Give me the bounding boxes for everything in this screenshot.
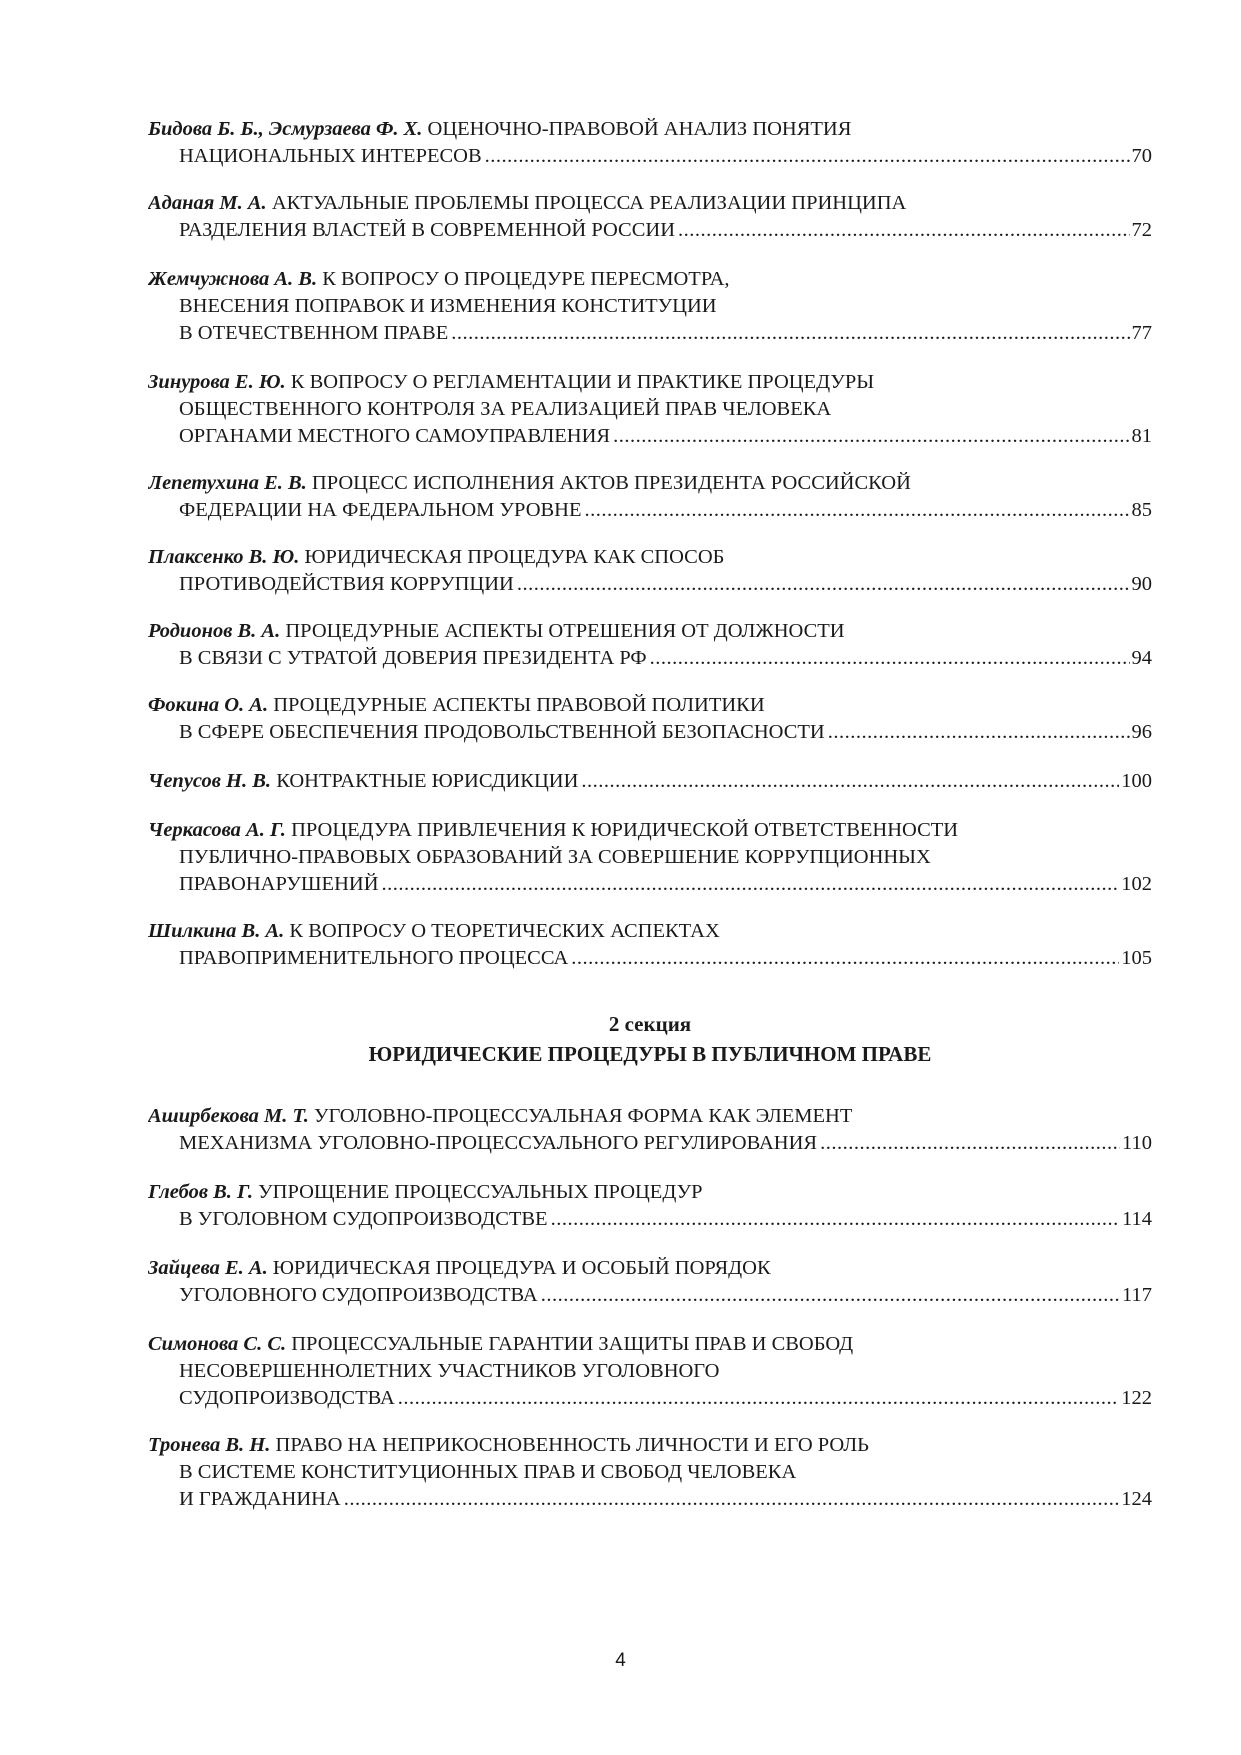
toc-leader-dots — [344, 1486, 1120, 1513]
toc-entry-page: 90 — [1131, 573, 1152, 595]
toc-entry-title: АКТУАЛЬНЫЕ ПРОБЛЕМЫ ПРОЦЕССА РЕАЛИЗАЦИИ ПРИНЦИПА — [271, 192, 907, 214]
toc-leader-dots — [517, 571, 1130, 598]
toc-entry — [148, 470, 1152, 524]
toc-entry-line — [148, 1486, 1152, 1513]
toc-entry-title: В УГОЛОВНОМ СУДОПРОИЗВОДСТВЕ — [179, 1208, 548, 1230]
toc-entry-line — [148, 190, 1152, 217]
toc-entry-text — [148, 472, 911, 494]
section-number: 2 секция — [608, 1012, 692, 1036]
toc-entry-text — [179, 571, 514, 598]
toc-entry — [148, 116, 1152, 170]
toc-entry-title: УГОЛОВНО-ПРОЦЕССУАЛЬНАЯ ФОРМА КАК ЭЛЕМЕНТ — [313, 1105, 853, 1127]
toc-entry-title: К ВОПРОСУ О ТЕОРЕТИЧЕСКИХ АСПЕКТАХ — [289, 920, 720, 942]
toc-entry-title: ПРОЦЕДУРНЫЕ АСПЕКТЫ ПРАВОВОЙ ПОЛИТИКИ — [273, 694, 765, 716]
toc-entry-page: 81 — [1131, 425, 1152, 447]
toc-entry-title: КОНТРАКТНЫЕ ЮРИСДИКЦИИ — [276, 770, 579, 792]
toc-entry-text — [179, 217, 675, 244]
toc-entry-author: Шилкина В. А. — [148, 920, 285, 942]
toc-entry — [148, 1255, 1152, 1309]
toc-leader-dots — [585, 497, 1130, 524]
toc-leader-dots — [650, 645, 1130, 672]
toc-entry-text — [148, 694, 765, 716]
toc-entry-title: В СФЕРЕ ОБЕСПЕЧЕНИЯ ПРОДОВОЛЬСТВЕННОЙ БЕЗОПАСНОСТИ — [179, 721, 825, 743]
toc-leader-dots — [451, 320, 1129, 347]
toc-entry-title: УПРОЩЕНИЕ ПРОЦЕССУАЛЬНЫХ ПРОЦЕДУР — [258, 1181, 703, 1203]
toc-entry — [148, 544, 1152, 598]
toc-entry-line — [148, 1459, 1152, 1486]
toc-entry-text — [148, 371, 874, 393]
toc-entry-author: Зинурова Е. Ю. — [148, 371, 286, 393]
toc-entry-line — [148, 817, 1152, 844]
toc-leader-dots — [678, 217, 1129, 244]
toc-entry-line — [148, 217, 1152, 244]
toc-entry-line — [148, 1206, 1152, 1233]
toc-entry-title: К ВОПРОСУ О РЕГЛАМЕНТАЦИИ И ПРАКТИКЕ ПРОЦЕДУРЫ — [290, 371, 875, 393]
toc-entry-line — [148, 497, 1152, 524]
toc-entry-line — [148, 320, 1152, 347]
toc-entry-text — [179, 497, 582, 524]
toc-entry-page: 117 — [1122, 1284, 1152, 1306]
toc-entry-author: Аданая М. А. — [148, 192, 267, 214]
toc-entry-text — [148, 920, 720, 942]
toc-entry-line — [148, 645, 1152, 672]
toc-entry-title: УГОЛОВНОГО СУДОПРОИЗВОДСТВА — [179, 1284, 538, 1306]
toc-entry-line — [148, 116, 1152, 143]
toc-entry — [148, 692, 1152, 746]
toc-entry-title: ПРОЦЕССУАЛЬНЫЕ ГАРАНТИИ ЗАЩИТЫ ПРАВ И СВОБОД — [291, 1333, 854, 1355]
toc-entry-page: 70 — [1131, 145, 1152, 167]
toc-entry-line — [148, 571, 1152, 598]
toc-entry-text — [179, 1385, 395, 1412]
toc-entry-author: Фокина О. А. — [148, 694, 269, 716]
toc-entry-line — [148, 1358, 1152, 1385]
toc-entry-text — [148, 546, 724, 568]
toc-leader-dots — [551, 1206, 1120, 1233]
toc-entry-author: Бидова Б. Б., Эсмурзаева Ф. Х. — [148, 118, 423, 140]
toc-leader-dots — [613, 423, 1129, 450]
toc-entry-author: Тронева В. Н. — [148, 1434, 271, 1456]
toc-entry-title: В ОТЕЧЕСТВЕННОМ ПРАВЕ — [179, 322, 449, 344]
toc-entry-line — [148, 692, 1152, 719]
toc-entry-author: Аширбекова М. Т. — [148, 1105, 309, 1127]
toc-entry-title: ЮРИДИЧЕСКАЯ ПРОЦЕДУРА КАК СПОСОБ — [304, 546, 725, 568]
toc-entry-text — [179, 398, 831, 420]
toc-entry-text — [148, 1105, 852, 1127]
toc-entry-title: НЕСОВЕРШЕННОЛЕТНИХ УЧАСТНИКОВ УГОЛОВНОГО — [179, 1360, 720, 1382]
toc-entry-text — [179, 645, 647, 672]
toc-entry-text — [179, 143, 482, 170]
toc-leader-dots — [485, 143, 1130, 170]
toc-entry-line — [148, 844, 1152, 871]
toc-entry-title: В СВЯЗИ С УТРАТОЙ ДОВЕРИЯ ПРЕЗИДЕНТА РФ — [179, 647, 647, 669]
toc-entry-page: 72 — [1131, 219, 1152, 241]
toc-entry-text — [148, 768, 578, 795]
toc-entry-text — [179, 423, 610, 450]
toc-entry-line — [148, 266, 1152, 293]
toc-entry — [148, 1331, 1152, 1412]
toc-entry-line — [148, 1103, 1152, 1130]
toc-entry-line — [148, 470, 1152, 497]
toc-entry-author: Черкасова А. Г. — [148, 819, 286, 841]
toc-entry-page: 124 — [1121, 1488, 1152, 1510]
toc-entry-page: 102 — [1121, 873, 1152, 895]
toc-entry-page: 114 — [1122, 1208, 1152, 1230]
toc-entry-text — [179, 846, 931, 868]
toc-entry-title: ПУБЛИЧНО-ПРАВОВЫХ ОБРАЗОВАНИЙ ЗА СОВЕРШЕНИЕ КОРРУПЦИОННЫХ — [179, 846, 931, 868]
toc-entry-author: Плаксенко В. Ю. — [148, 546, 300, 568]
toc-entry-line — [148, 293, 1152, 320]
toc-entry-text — [148, 1434, 869, 1456]
toc-leader-dots — [571, 945, 1119, 972]
toc-entry-author: Симонова С. С. — [148, 1333, 287, 1355]
toc-entry-page: 96 — [1131, 721, 1152, 743]
toc-entry-title: ЮРИДИЧЕСКАЯ ПРОЦЕДУРА И ОСОБЫЙ ПОРЯДОК — [272, 1257, 771, 1279]
toc-entry-page: 77 — [1131, 322, 1152, 344]
toc-entry-text — [179, 945, 568, 972]
toc-entry-title: ВНЕСЕНИЯ ПОПРАВОК И ИЗМЕНЕНИЯ КОНСТИТУЦИИ — [179, 295, 717, 317]
section-heading — [148, 1009, 1152, 1069]
toc-entry-line — [148, 1282, 1152, 1309]
toc-entry-text — [179, 1486, 341, 1513]
toc-entry-page: 85 — [1131, 499, 1152, 521]
toc-entry-line — [148, 618, 1152, 645]
toc-entry-text — [148, 192, 906, 214]
toc-entry-page: 122 — [1121, 1387, 1152, 1409]
toc-entry-line — [148, 1130, 1152, 1157]
toc-entry-title: ФЕДЕРАЦИИ НА ФЕДЕРАЛЬНОМ УРОВНЕ — [179, 499, 582, 521]
toc-entry — [148, 817, 1152, 898]
toc-leader-dots — [581, 768, 1119, 795]
toc-entry-title: К ВОПРОСУ О ПРОЦЕДУРЕ ПЕРЕСМОТРА, — [322, 268, 730, 290]
toc-entry-line — [148, 423, 1152, 450]
toc-entry-title: РАЗДЕЛЕНИЯ ВЛАСТЕЙ В СОВРЕМЕННОЙ РОССИИ — [179, 219, 676, 241]
toc-entry-title: МЕХАНИЗМА УГОЛОВНО-ПРОЦЕССУАЛЬНОГО РЕГУЛИРОВАНИЯ — [179, 1132, 818, 1154]
toc-entry-text — [148, 1181, 702, 1203]
toc-entry-text — [179, 1360, 719, 1382]
toc-entry-line — [148, 719, 1152, 746]
toc-entry-text — [148, 819, 958, 841]
toc-entry — [148, 1103, 1152, 1157]
toc-entry-title: ПРАВОПРИМЕНИТЕЛЬНОГО ПРОЦЕССА — [179, 947, 569, 969]
table-of-contents — [148, 116, 1152, 1513]
toc-entry-title: ОРГАНАМИ МЕСТНОГО САМОУПРАВЛЕНИЯ — [179, 425, 611, 447]
toc-leader-dots — [398, 1385, 1119, 1412]
toc-entry-author: Лепетухина Е. В. — [148, 472, 307, 494]
toc-entry-text — [179, 1461, 796, 1483]
toc-entry-text — [179, 871, 379, 898]
toc-entry — [148, 1432, 1152, 1513]
toc-entry — [148, 618, 1152, 672]
toc-entry-line — [148, 1385, 1152, 1412]
toc-entry — [148, 190, 1152, 244]
toc-entry-line — [148, 1255, 1152, 1282]
toc-entry-text — [148, 118, 851, 140]
toc-entry-text — [148, 268, 730, 290]
toc-entry-text — [179, 1130, 817, 1157]
toc-entry-line — [148, 544, 1152, 571]
toc-leader-dots — [828, 719, 1130, 746]
toc-entry — [148, 918, 1152, 972]
toc-entry-text — [179, 719, 825, 746]
toc-entry-author: Жемчужнова А. В. — [148, 268, 318, 290]
toc-entry-page: 110 — [1122, 1132, 1152, 1154]
toc-entry-title: ПРАВОНАРУШЕНИЙ — [179, 873, 379, 895]
toc-entry-text — [179, 295, 717, 317]
toc-entry-title: НАЦИОНАЛЬНЫХ ИНТЕРЕСОВ — [179, 145, 482, 167]
toc-entry-page: 100 — [1121, 770, 1152, 792]
toc-leader-dots — [541, 1282, 1120, 1309]
toc-leader-dots — [382, 871, 1120, 898]
toc-entry — [148, 1179, 1152, 1233]
toc-entry — [148, 768, 1152, 795]
toc-entry-author: Зайцева Е. А. — [148, 1257, 268, 1279]
toc-entry-text — [179, 320, 448, 347]
section-title: ЮРИДИЧЕСКИЕ ПРОЦЕДУРЫ В ПУБЛИЧНОМ ПРАВЕ — [368, 1042, 932, 1066]
toc-entry-title: ПРОЦЕСС ИСПОЛНЕНИЯ АКТОВ ПРЕЗИДЕНТА РОССИЙСКОЙ — [311, 472, 911, 494]
toc-list-part1 — [148, 116, 1152, 972]
toc-entry-title: СУДОПРОИЗВОДСТВА — [179, 1387, 395, 1409]
toc-entry-page: 94 — [1131, 647, 1152, 669]
toc-entry-line — [148, 1331, 1152, 1358]
toc-entry-title: ПРАВО НА НЕПРИКОСНОВЕННОСТЬ ЛИЧНОСТИ И ЕГО РОЛЬ — [275, 1434, 869, 1456]
toc-entry — [148, 369, 1152, 450]
toc-entry-text — [148, 620, 845, 642]
toc-entry-line — [148, 1432, 1152, 1459]
toc-entry-line — [148, 918, 1152, 945]
toc-entry-text — [179, 1282, 538, 1309]
toc-list-part2 — [148, 1103, 1152, 1513]
toc-entry-title: ОЦЕНОЧНО-ПРАВОВОЙ АНАЛИЗ ПОНЯТИЯ — [427, 118, 852, 140]
toc-entry-page: 105 — [1121, 947, 1152, 969]
toc-entry-title: В СИСТЕМЕ КОНСТИТУЦИОННЫХ ПРАВ И СВОБОД ЧЕЛОВЕКА — [179, 1461, 797, 1483]
toc-entry-author: Родионов В. А. — [148, 620, 281, 642]
toc-entry-line — [148, 768, 1152, 795]
toc-entry-line — [148, 396, 1152, 423]
toc-entry-text — [148, 1257, 771, 1279]
toc-entry — [148, 266, 1152, 347]
page-number: 4 — [615, 1650, 626, 1671]
toc-entry-line — [148, 945, 1152, 972]
toc-entry-text — [179, 1206, 548, 1233]
toc-entry-title: ПРОЦЕДУРНЫЕ АСПЕКТЫ ОТРЕШЕНИЯ ОТ ДОЛЖНОСТИ — [285, 620, 845, 642]
toc-entry-line — [148, 1179, 1152, 1206]
toc-entry-line — [148, 369, 1152, 396]
toc-entry-author: Глебов В. Г. — [148, 1181, 254, 1203]
toc-entry-title: ПРОТИВОДЕЙСТВИЯ КОРРУПЦИИ — [179, 573, 514, 595]
toc-leader-dots — [820, 1130, 1120, 1157]
toc-entry-text — [148, 1333, 853, 1355]
toc-entry-author: Чепусов Н. В. — [148, 770, 272, 792]
toc-entry-line — [148, 871, 1152, 898]
toc-entry-title: И ГРАЖДАНИНА — [179, 1488, 341, 1510]
toc-entry-title: ПРОЦЕДУРА ПРИВЛЕЧЕНИЯ К ЮРИДИЧЕСКОЙ ОТВЕТСТВЕННОСТИ — [291, 819, 959, 841]
toc-entry-line — [148, 143, 1152, 170]
toc-entry-title: ОБЩЕСТВЕННОГО КОНТРОЛЯ ЗА РЕАЛИЗАЦИЕЙ ПРАВ ЧЕЛОВЕКА — [179, 398, 832, 420]
